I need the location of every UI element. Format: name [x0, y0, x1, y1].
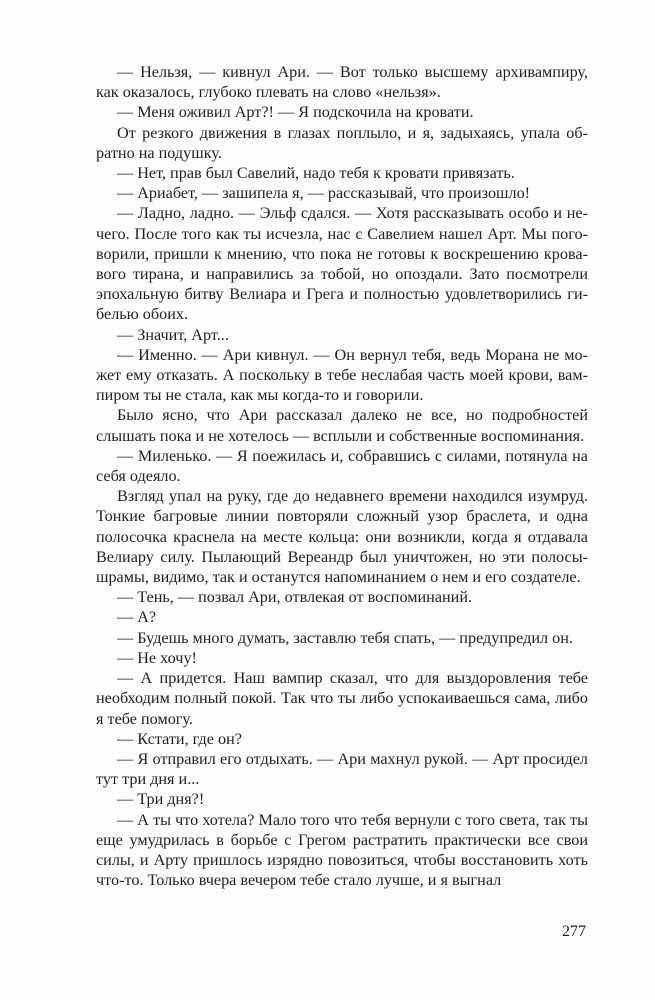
paragraph: — А придется. Наш вампир сказал, что для выздоровления тебе необходим полный покой. Так что ты либо успокаиваешься сама, либо я тебе помогу.	[96, 669, 588, 728]
paragraph: — Тень, — позвал Ари, отвлекая от воспоминаний.	[117, 588, 473, 607]
page-body-text	[96, 62, 588, 890]
paragraph: — Нет, прав был Савелий, надо тебя к кровати привязать.	[117, 164, 515, 183]
paragraph: Было ясно, что Ари рассказал далеко не все, но подробностей слышать пока и не хотелось — всплыли и собственные воспоминания.	[96, 406, 588, 445]
paragraph: — Будешь много думать, заставлю тебя спать, — предупредил он.	[117, 628, 573, 647]
paragraph: — Ариабет, — зашипела я, — рассказывай, что произошло!	[117, 184, 531, 203]
paragraph: — Именно. — Ари кивнул. — Он вернул тебя, ведь Морана не может ему отказать. А поскольку в тебе неслабая часть моей крови, вампиром ты не стала, как мы когда-то и говорили.	[96, 345, 588, 405]
paragraph: — Не хочу!	[117, 648, 197, 667]
paragraph: — Значит, Арт...	[117, 325, 229, 344]
paragraph: — Миленько. — Я поежилась и, собравшись с силами, потянула на себя одеяло.	[96, 446, 588, 486]
paragraph: — Кстати, где он?	[117, 729, 242, 748]
paragraph: — Меня оживил Арт?! — Я подскочила на кровати.	[117, 103, 474, 122]
paragraph: — А?	[117, 608, 157, 627]
paragraph: — Три дня?!	[117, 790, 205, 809]
paragraph: — Ладно, ладно. — Эльф сдался. — Хотя рассказывать особо и нечего. После того как ты исчезла, нас с Савелием нашел Арт. Мы поговорили, пришли к мнению, что пока не готовы к воскрешению кровавого тирана, и направились за тобой, но опоздали. Зато посмотрели эпохальную битву Велиара и Грега и полностью удовлетворились гибелью обоих.	[96, 204, 588, 324]
paragraph: От резкого движения в глазах поплыло, и я, задыхаясь, упала обратно на подушку.	[96, 123, 588, 162]
paragraph: Взгляд упал на руку, где до недавнего времени находился изумруд. Тонкие багровые линии повторяли сложный узор браслета, и одна полосочка краснела на месте кольца: они возникли, когда я отдавала Велиару силу. Пылающий Вереандр был уничтожен, но эти полосы-шрамы, видимо, так и останутся напоминанием о нем и его создателе.	[96, 487, 588, 587]
paragraph: — Я отправил его отдыхать. — Ари махнул рукой. — Арт просидел тут три дня и...	[96, 749, 588, 789]
paragraph: — Нельзя, — кивнул Ари. — Вот только высшему архивампиру, как оказалось, глубоко плевать на слово «нельзя».	[96, 63, 588, 102]
paragraph: — А ты что хотела? Мало того что тебя вернули с того света, так ты еще умудрилась в борьбе с Грегом растратить практически все свои силы, и Арту пришлось изрядно повозиться, чтобы восстановить хоть что-то. Только вчера вечером тебе стало лучше, и я выгнал	[96, 810, 588, 890]
page-number: 277	[562, 923, 586, 940]
